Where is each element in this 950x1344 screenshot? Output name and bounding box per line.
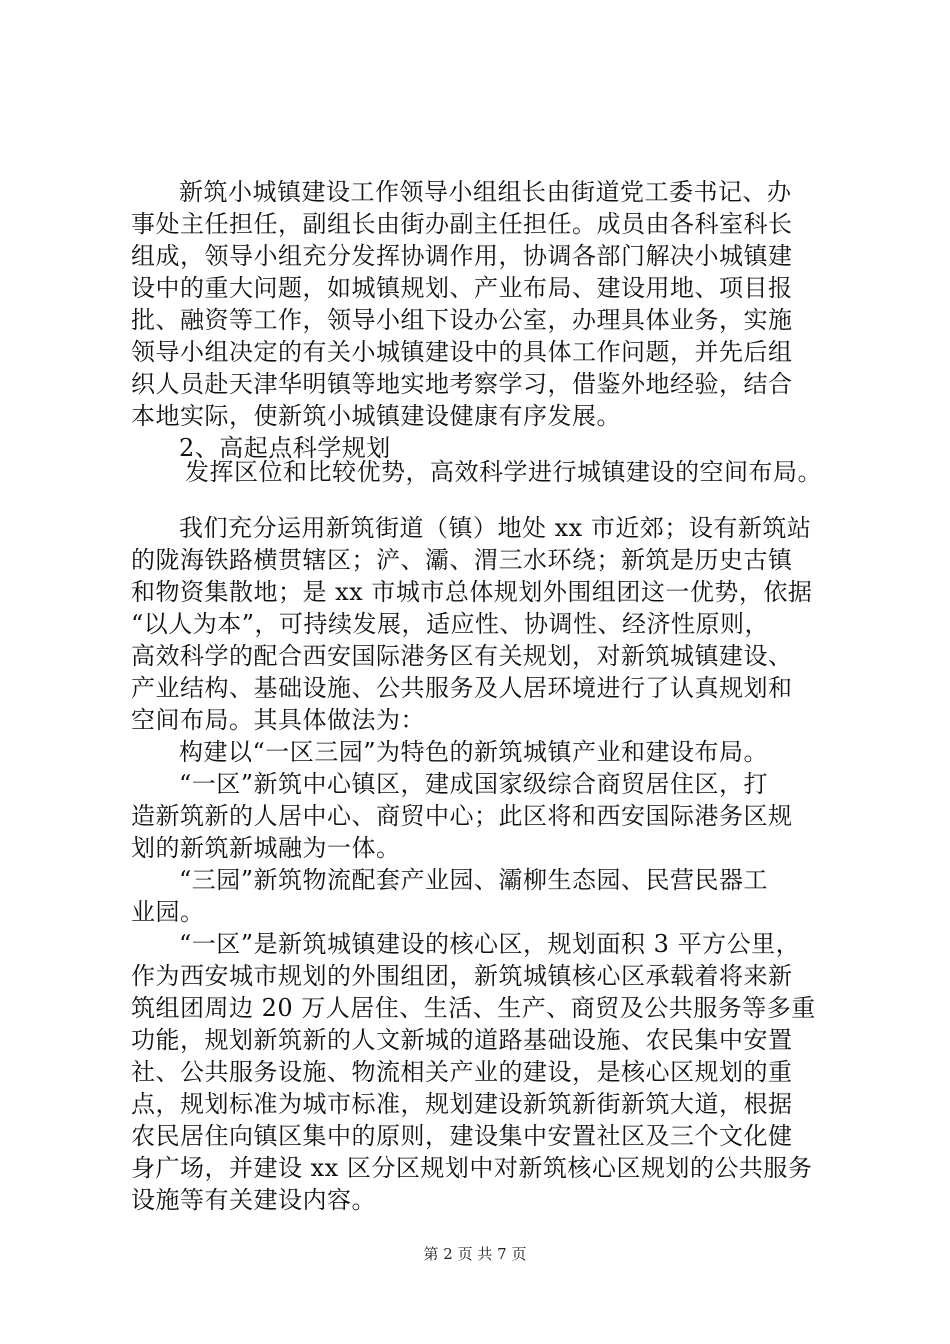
- body-text-line: 领导小组决定的有关小城镇建设中的具体工作问题，并先后组: [131, 338, 793, 366]
- body-text-line: 的陇海铁路横贯辖区；浐、灞、渭三水环绕；新筑是历史古镇: [131, 546, 793, 574]
- body-text-line: 事处主任担任，副组长由街办副主任担任。成员由各科室科长: [131, 210, 793, 238]
- body-text-line: 我们充分运用新筑街道（镇）地处 xx 市近郊；设有新筑站: [179, 514, 812, 542]
- body-text-line: 新筑小城镇建设工作领导小组组长由街道党工委书记、办: [179, 178, 792, 206]
- body-text-line: 点，规划标准为城市标准，规划建设新筑新街新筑大道，根据: [131, 1090, 793, 1118]
- body-text-line: 功能，规划新筑新的人文新城的道路基础设施、农民集中安置: [131, 1026, 793, 1054]
- body-text-line: 高效科学的配合西安国际港务区有关规划，对新筑城镇建设、: [131, 642, 793, 670]
- body-text-line: 作为西安城市规划的外围组团，新筑城镇核心区承载着将来新: [131, 962, 793, 990]
- body-text-line: “以人为本”，可持续发展，适应性、协调性、经济性原则，: [131, 610, 770, 638]
- body-text-line: 织人员赴天津华明镇等地实地考察学习，借鉴外地经验，结合: [131, 370, 793, 398]
- body-text-line: 构建以“一区三园”为特色的新筑城镇产业和建设布局。: [179, 738, 769, 766]
- page-number-footer: 第 2 页 共 7 页: [423, 1245, 527, 1263]
- body-text-line: 组成，领导小组充分发挥协调作用，协调各部门解决小城镇建: [131, 242, 793, 270]
- body-text-line: 农民居住向镇区集中的原则，建设集中安置社区及三个文化健: [131, 1122, 793, 1150]
- body-text-line: 空间布局。其具体做法为：: [131, 706, 425, 734]
- section-heading: 2、高起点科学规划: [179, 434, 391, 462]
- body-text-line: 筑组团周边 20 万人居住、生活、生产、商贸及公共服务等多重: [131, 994, 816, 1022]
- body-text-line: 发挥区位和比较优势，高效科学进行城镇建设的空间布局。: [185, 458, 822, 486]
- body-text-line: 设施等有关建设内容。: [131, 1186, 376, 1214]
- body-text-line: 划的新筑新城融为一体。: [131, 834, 401, 862]
- body-text-line: 造新筑新的人居中心、商贸中心；此区将和西安国际港务区规: [131, 802, 793, 830]
- body-text-line: “一区”新筑中心镇区，建成国家级综合商贸居住区，打: [179, 770, 769, 798]
- body-text-line: “一区”是新筑城镇建设的核心区，规划面积 3 平方公里，: [179, 930, 801, 958]
- body-text-line: 批、融资等工作，领导小组下设办公室，办理具体业务，实施: [131, 306, 793, 334]
- body-text-line: 本地实际，使新筑小城镇建设健康有序发展。: [131, 402, 621, 430]
- body-text-line: 产业结构、基础设施、公共服务及人居环境进行了认真规划和: [131, 674, 793, 702]
- body-text-line: 和物资集散地；是 xx 市城市总体规划外围组团这一优势，依据: [131, 578, 813, 606]
- body-text-line: 身广场，并建设 xx 区分区规划中对新筑核心区规划的公共服务: [131, 1154, 813, 1182]
- body-text-line: 社、公共服务设施、物流相关产业的建设，是核心区规划的重: [131, 1058, 793, 1086]
- body-text-line: 业园。: [131, 898, 205, 926]
- body-text-line: “三园”新筑物流配套产业园、灞柳生态园、民营民器工: [179, 866, 769, 894]
- body-text-line: 设中的重大问题，如城镇规划、产业布局、建设用地、项目报: [131, 274, 793, 302]
